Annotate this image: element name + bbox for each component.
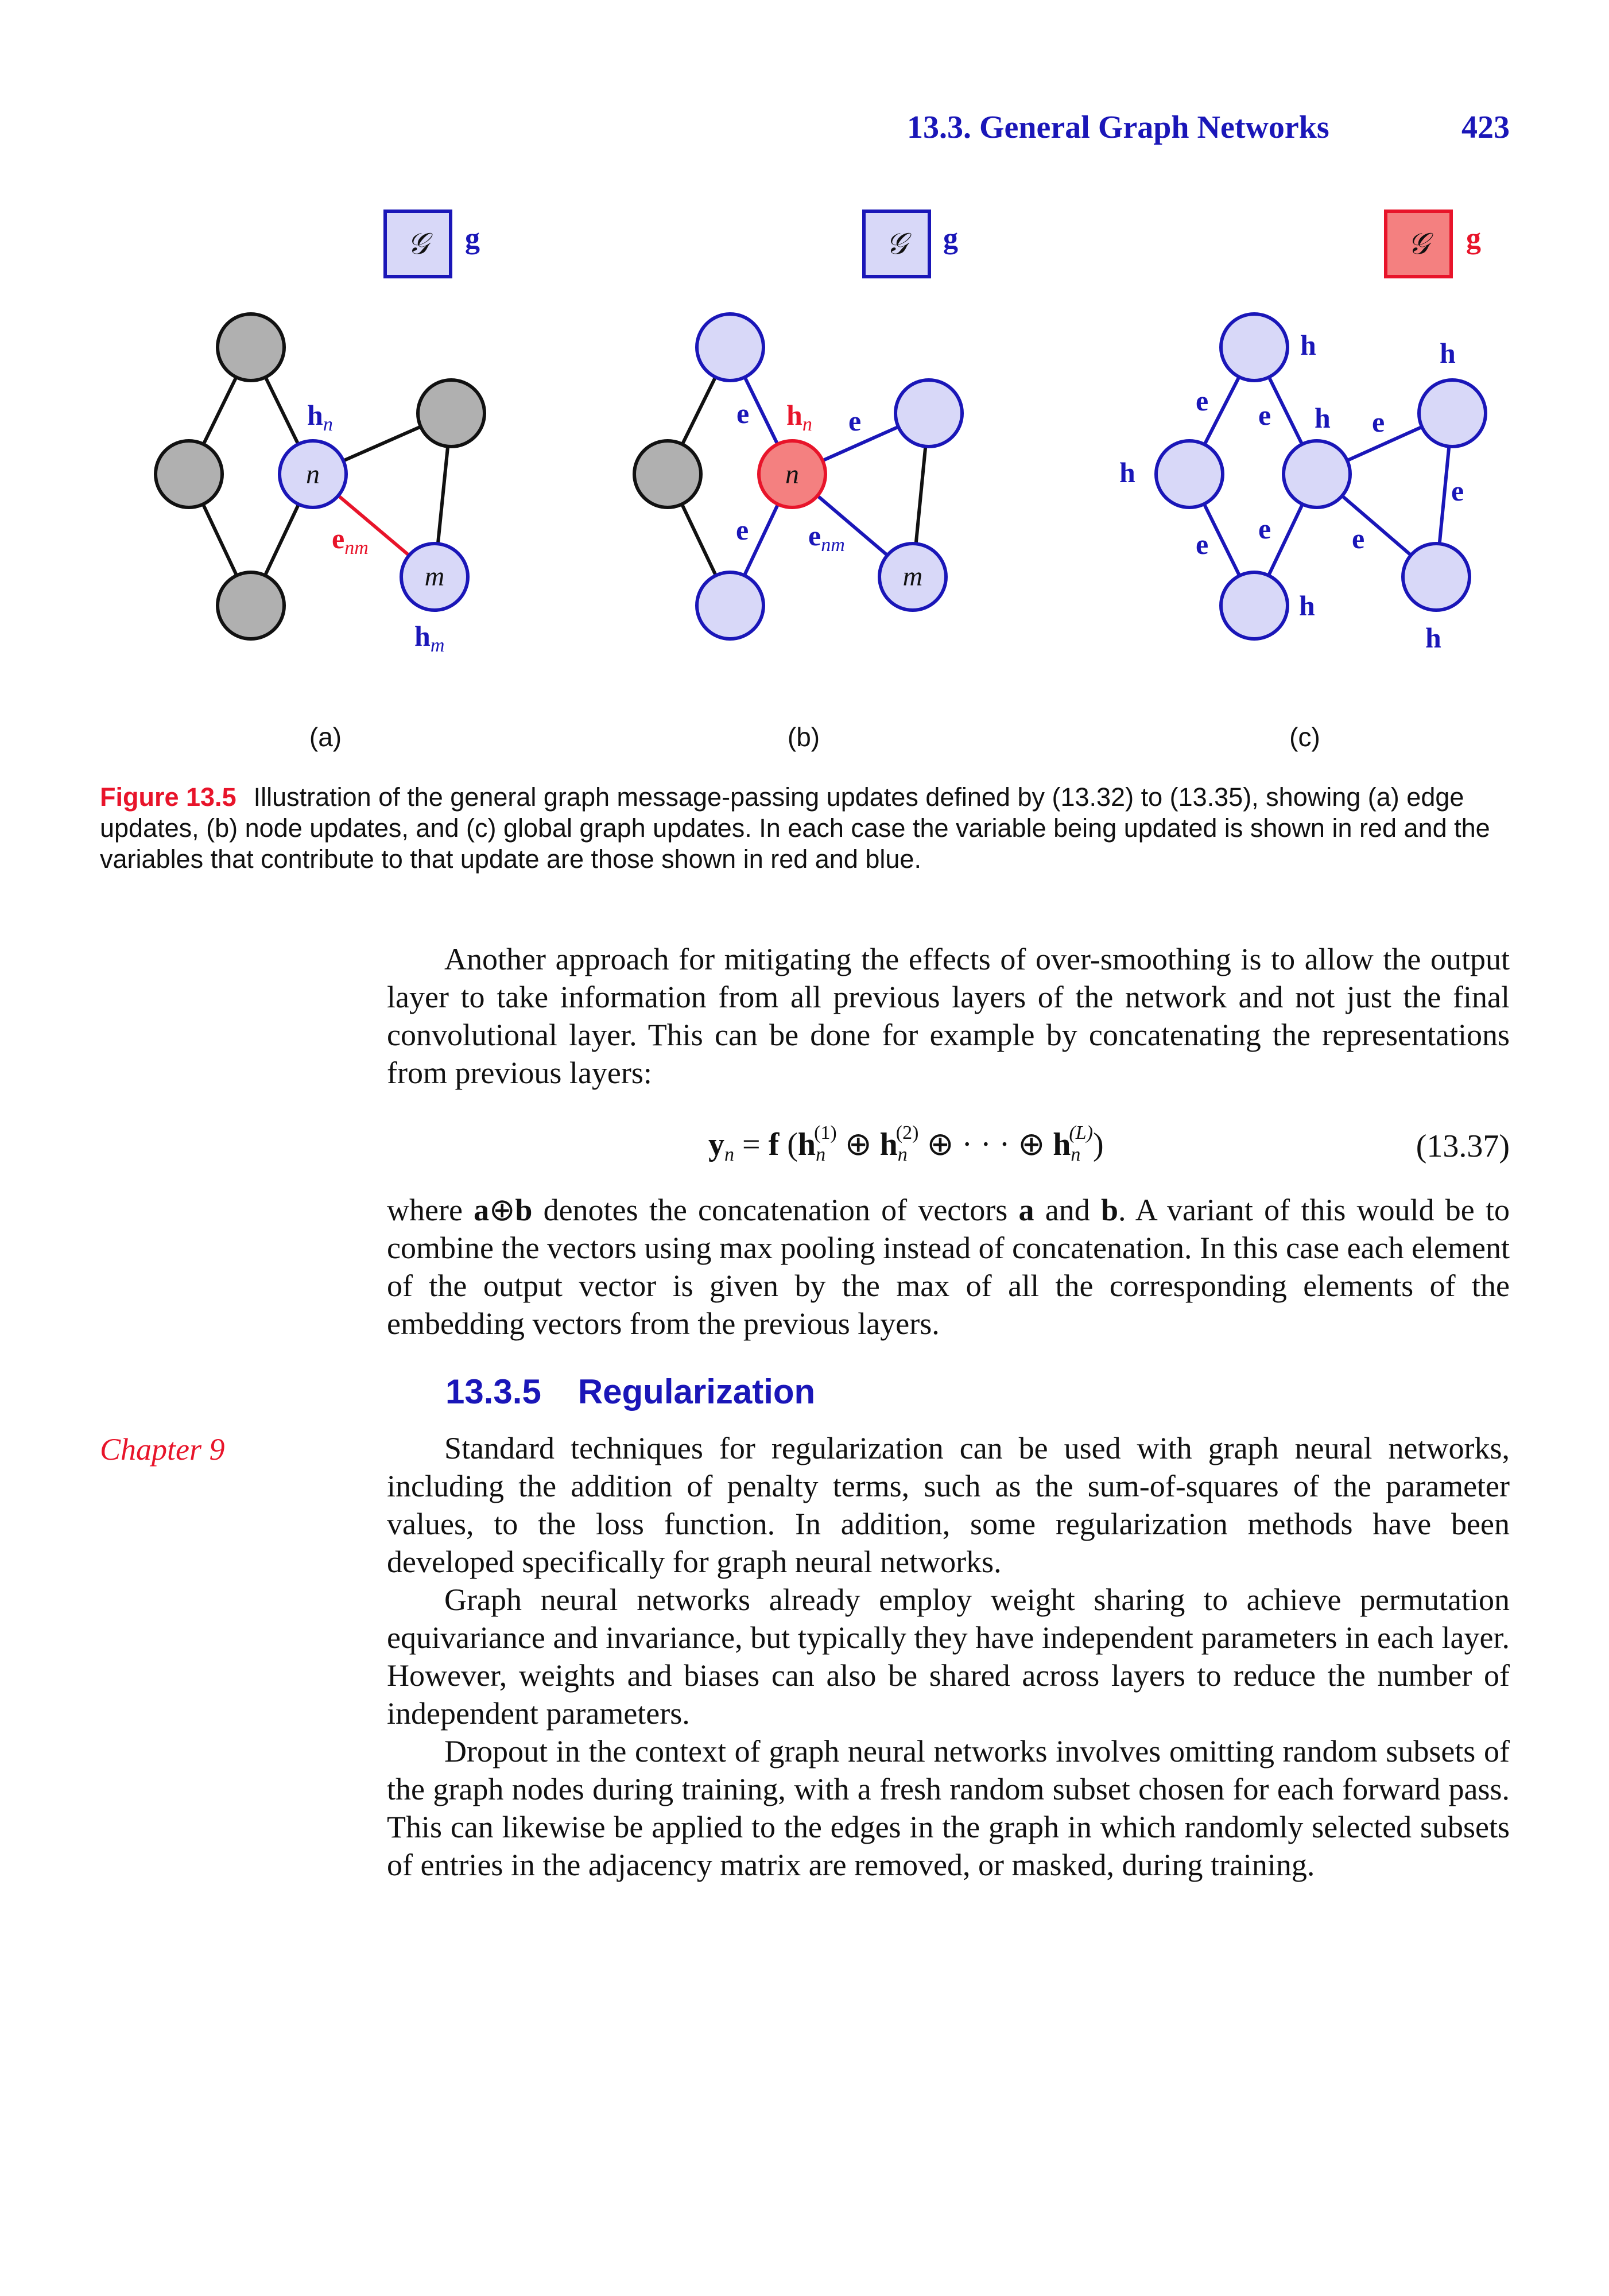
panel-label-c: (c) bbox=[1289, 722, 1320, 752]
margin-note-chapter-link[interactable]: Chapter 9 bbox=[100, 1432, 225, 1467]
figure-caption bbox=[100, 782, 1510, 875]
label-c-h-right: h bbox=[1440, 337, 1456, 369]
paragraph-concatenation: where a⊕b denotes the concatenation of vectors a and b. A variant of this would be to combine the vectors using max pooling instead of concatenation. In this case each element of the output vector is given by the max of all the corresponding elements of the embedding vectors from the previous layers. bbox=[387, 1193, 1510, 1341]
node-c-bottom bbox=[1221, 572, 1288, 639]
node-c-lowright bbox=[1403, 544, 1470, 610]
label-c-e-topleft: e bbox=[1196, 385, 1209, 417]
section-heading-regularization bbox=[445, 1372, 815, 1411]
equation-13-37 bbox=[387, 1122, 1510, 1174]
page-number: 423 bbox=[1461, 110, 1510, 145]
node-b-bottom bbox=[697, 572, 763, 639]
label-c-h-bottom: h bbox=[1299, 589, 1315, 622]
label-b-e-bottom: e bbox=[736, 514, 749, 546]
equation-formula: $y_n = f$ ($h_n^{(1)}$ ⊕ $h_n^{(2)}$ ⊕ · · · ⊕ $h_n^{(L)}$) bbox=[708, 1122, 1104, 1165]
label-a-enm: $e_{nm}$ bbox=[332, 522, 369, 559]
node-a-left bbox=[156, 441, 222, 507]
global-symbol-b: 𝒢 bbox=[886, 228, 908, 261]
node-b-right bbox=[895, 380, 962, 447]
label-c-h-top: h bbox=[1300, 329, 1316, 361]
paragraph-over-smoothing bbox=[387, 940, 1510, 1092]
label-c-e-centerright: e bbox=[1372, 406, 1385, 438]
label-b-enm: $e_{nm}$ bbox=[808, 519, 845, 556]
node-b-m-label: m bbox=[902, 561, 923, 592]
panel-label-a: (a) bbox=[309, 722, 342, 752]
equation-number: (13.37) bbox=[1416, 1128, 1510, 1164]
node-c-center bbox=[1284, 441, 1350, 507]
label-c-e-bottomcenter: e bbox=[1258, 513, 1271, 545]
paragraph-over-smoothing-text: Another approach for mitigating the effects of over-smoothing is to allow the output layer to take information from all previous layers of the network and not just the final convolutional layer. This can be done for example by concatenating the representations from previous layers: bbox=[387, 942, 1510, 1090]
node-b-left bbox=[634, 441, 701, 507]
label-a-hn: $h_n$ bbox=[307, 399, 333, 435]
node-a-top bbox=[218, 314, 284, 381]
figure-caption-label: Figure 13.5 bbox=[100, 782, 236, 812]
header-section-title: 13.3. General Graph Networks bbox=[907, 110, 1329, 145]
node-b-top bbox=[697, 314, 763, 381]
paragraph-weight-sharing: Graph neural networks already employ weight sharing to achieve permutation equivariance and invariance, but typically they have independent parameters in each layer. However, weights and biases can also be shared across layers to reduce the number of independent parameters. bbox=[387, 1583, 1510, 1731]
global-symbol-c: 𝒢 bbox=[1408, 228, 1429, 261]
figure-caption-text: Illustration of the general graph message-passing updates defined by (13.32) to (13.35), showing (a) edge updates, (b) node updates, and (c) global graph updates. In each case the variable being updated is shown in red and the variables that contribute to that update are those shown in red and blue. bbox=[100, 782, 1490, 874]
section-title: Regularization bbox=[577, 1372, 816, 1411]
label-b-e-top: e bbox=[736, 397, 750, 429]
global-label-b: g bbox=[943, 222, 958, 255]
node-b-n-label: n bbox=[785, 459, 799, 490]
label-c-h-left: h bbox=[1119, 456, 1135, 488]
node-a-bottom bbox=[218, 572, 284, 639]
label-c-h-center: h bbox=[1315, 402, 1331, 434]
label-b-e-right: e bbox=[848, 405, 862, 437]
label-c-e-centerlow: e bbox=[1352, 522, 1365, 554]
global-label-a: g bbox=[465, 222, 480, 255]
global-symbol-a: 𝒢 bbox=[407, 228, 429, 261]
label-b-hn: $h_n$ bbox=[786, 399, 812, 435]
panel-c bbox=[1119, 211, 1486, 654]
node-c-top bbox=[1221, 314, 1288, 381]
paragraph-regularization-intro: Standard techniques for regularization can be used with graph neural networks, including the addition of penalty terms, such as the sum-of-squares of the parameter values, to the loss function. In addition, some regularization methods have been developed specifically for graph neural networks. bbox=[387, 1431, 1510, 1579]
paragraph-dropout: Dropout in the context of graph neural networks involves omitting random subsets of the graph nodes during training, with a fresh random subset chosen for each forward pass. This can likewise be applied to the edges in the graph in which randomly selected subsets of entries in the adjacency matrix are removed, or masked, during training. bbox=[387, 1734, 1510, 1882]
label-c-e-rightlow: e bbox=[1451, 475, 1464, 507]
panel-a bbox=[156, 211, 484, 656]
label-c-e-bottomleft: e bbox=[1196, 528, 1209, 560]
node-a-n-label: n bbox=[306, 459, 320, 490]
label-a-hm: $h_m$ bbox=[414, 620, 445, 656]
node-c-right bbox=[1419, 380, 1486, 447]
figure-graph-updates bbox=[0, 189, 1609, 763]
running-header bbox=[907, 109, 1510, 155]
node-c-left bbox=[1156, 441, 1223, 507]
global-label-c: g bbox=[1466, 222, 1481, 255]
panel-b bbox=[634, 211, 962, 639]
node-a-m-label: m bbox=[424, 561, 445, 592]
panel-label-b: (b) bbox=[787, 722, 820, 752]
label-c-e-topcenter: e bbox=[1258, 399, 1271, 431]
label-c-h-lowright: h bbox=[1425, 622, 1441, 654]
section-number: 13.3.5 bbox=[445, 1372, 541, 1411]
node-a-right bbox=[418, 380, 484, 447]
